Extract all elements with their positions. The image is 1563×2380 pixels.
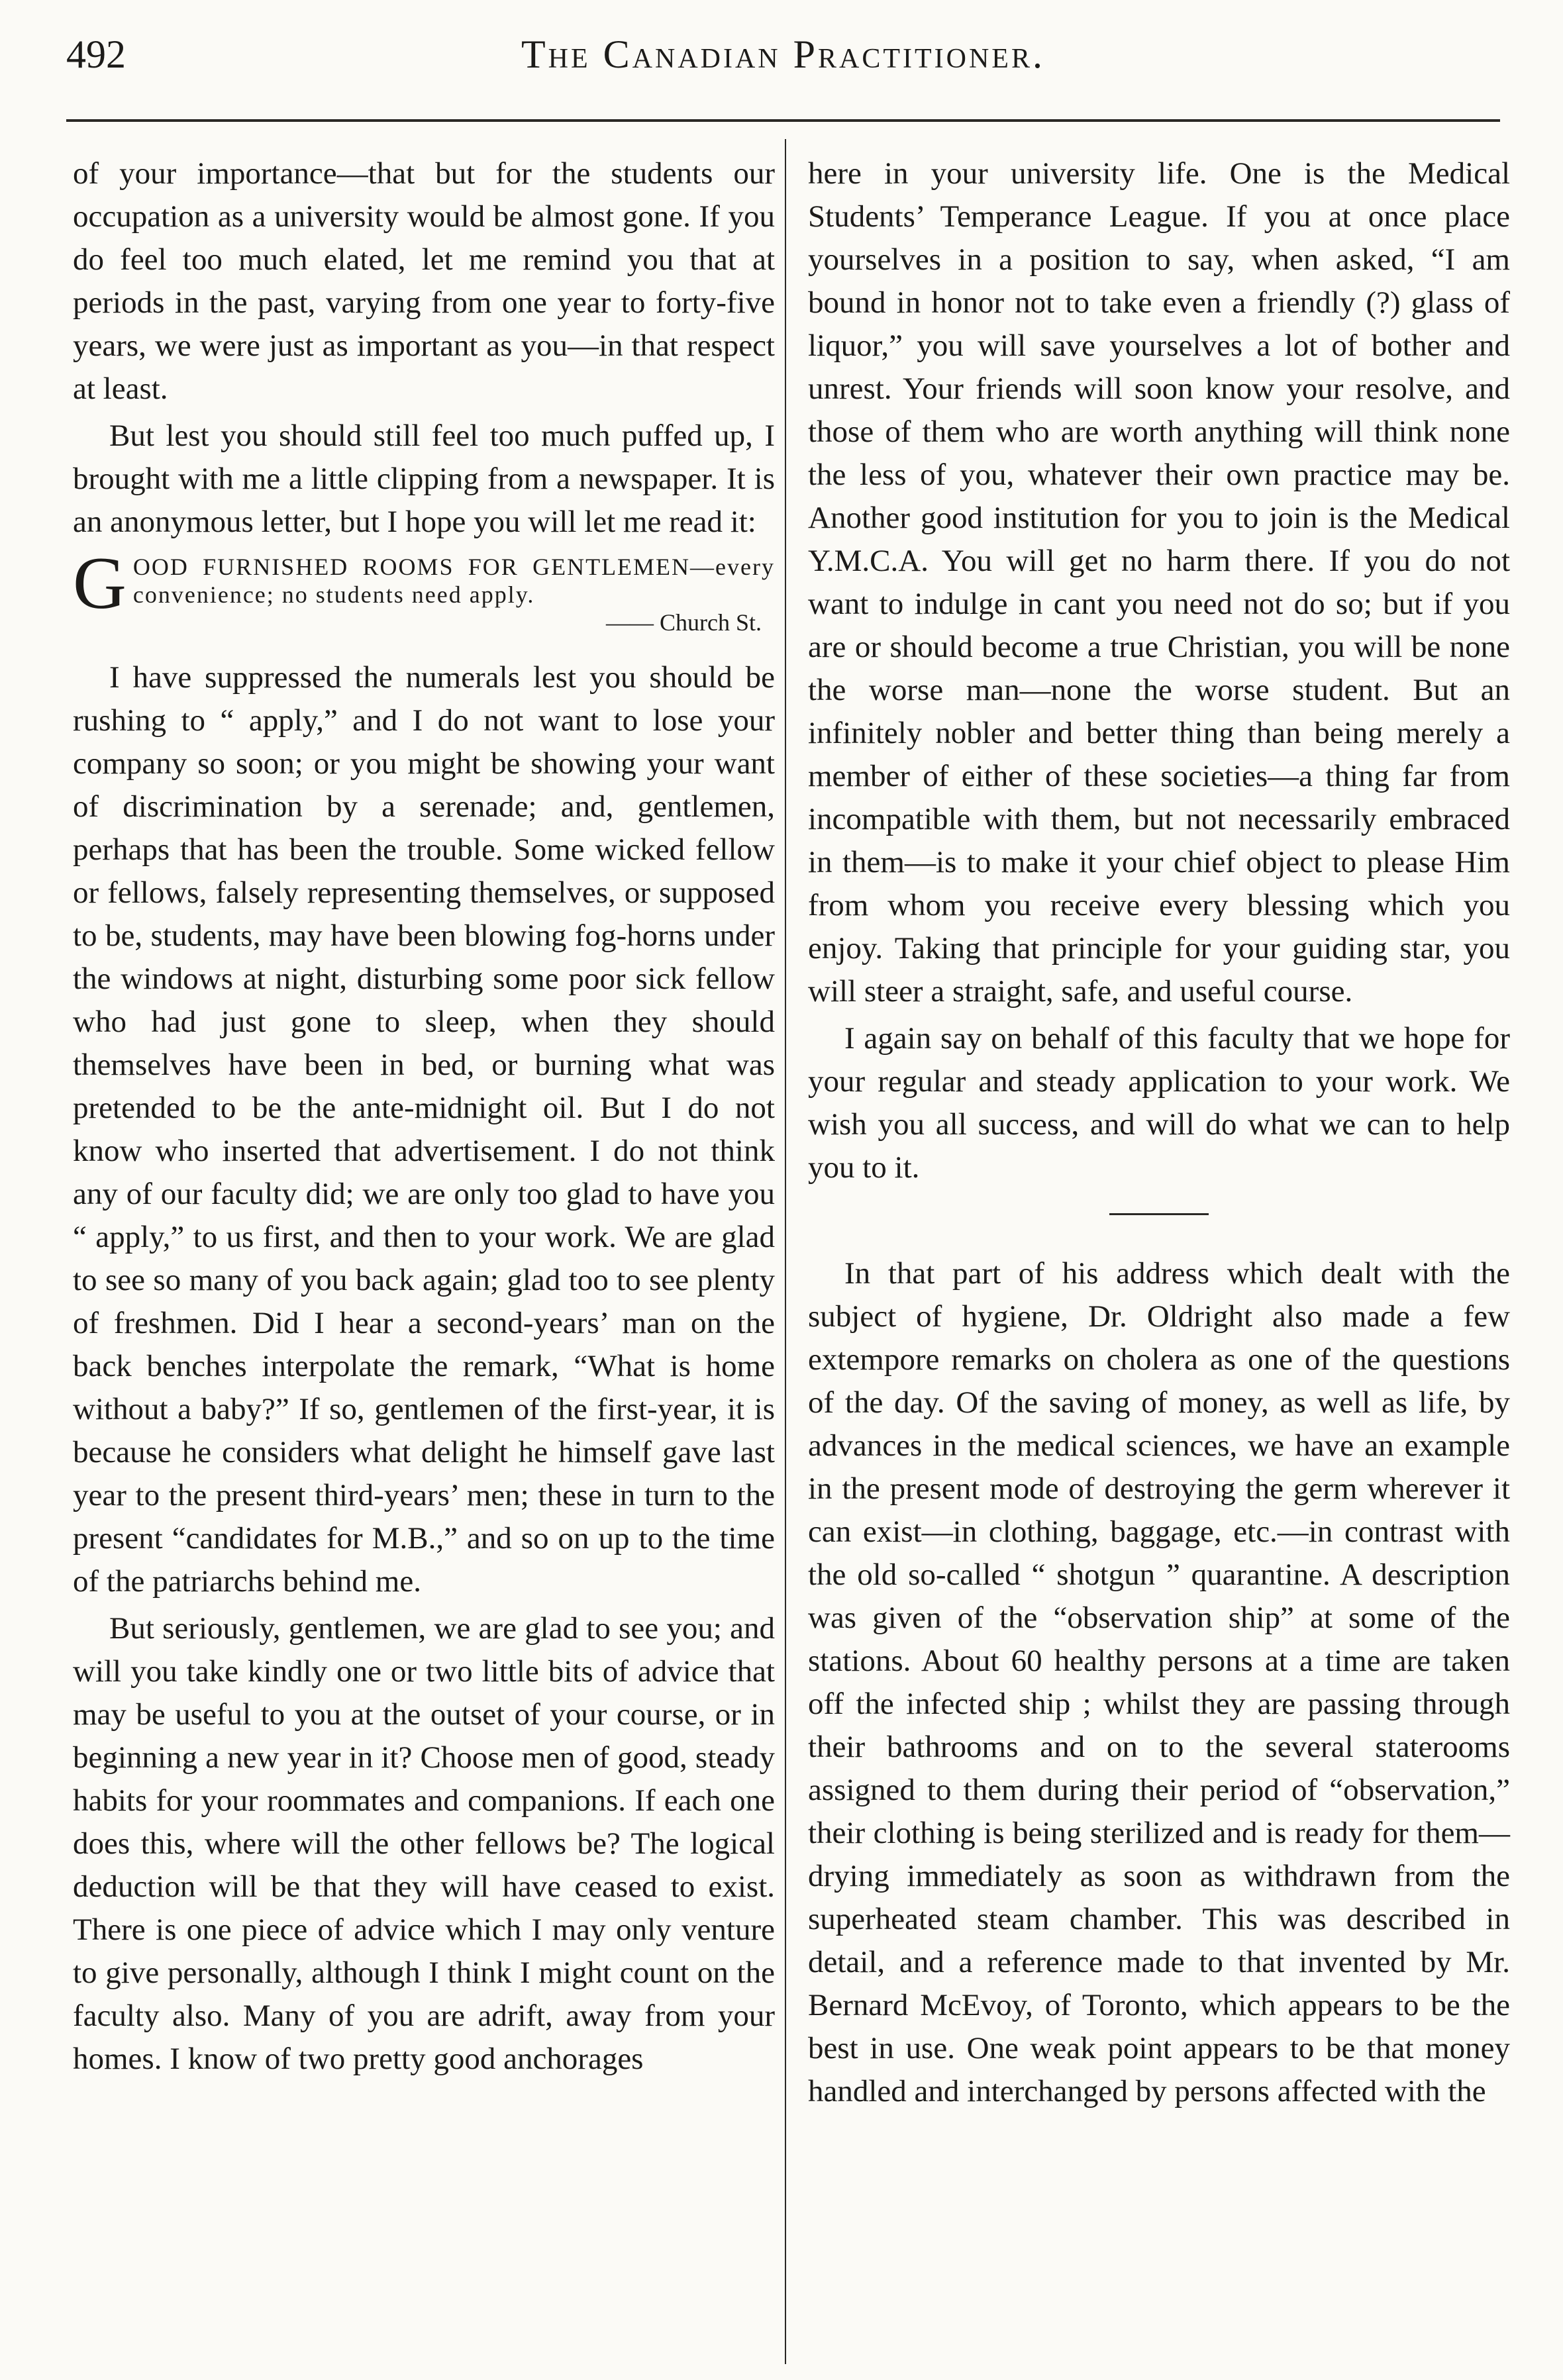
- right-column: [808, 152, 1510, 2117]
- header-rule: [66, 119, 1500, 122]
- newspaper-clipping: [73, 542, 775, 636]
- left-column: [73, 152, 775, 2085]
- clipping-signature: —— Church St.: [605, 609, 762, 636]
- paragraph: But lest you should still feel too much puffed up, I brought with me a little clipping from a newspaper. It is an anonymous letter, but I hope you will let me read it:: [73, 419, 775, 539]
- paragraph: here in your university life. One is the Medical Students’ Temperance League. If you at once place yourselves in a position to say, when asked, “I am bound in honor not to take even a friendly (?) glass of liquor,” you will save yourselves a lot of bother and unrest. Your friends will soon know your resolve, and those of them who are worth anything will think none the less of you, whatever their own practice may be. Another good institution for you to join is the Medical Y.M.C.A. You will get no harm there. If you do not want to indulge in cant you need not do so; but if you are or should become a true Christian, you will be none the worse man—none the worse student. But an infinitely nobler and better thing than being merely a member of either of these societies—a thing far from incompatible with them, but not necessarily embraced in them—is to make it your chief object to please Him from whom you receive every blessing which you enjoy. Taking that principle for your guiding star, you will steer a straight, safe, and useful course.: [808, 156, 1510, 1009]
- section-divider: [1109, 1213, 1209, 1215]
- paragraph: But seriously, gentlemen, we are glad to see you; and will you take kindly one or two little bits of advice that may be useful to you at the outset of your course, or in beginning a new year in it? Choose men of good, steady habits for your roommates and companions. If each one does this, where will the other fellows be? The logical deduction will be that they will have ceased to exist. There is one piece of advice which I may only venture to give personally, although I think I might count on the faculty also. Many of you are adrift, away from your homes. I know of two pretty good anchorages: [73, 1611, 775, 2076]
- page-header: [66, 25, 1500, 105]
- paragraph: I have suppressed the numerals lest you should be rushing to “ apply,” and I do not want to lose your company so soon; or you might be showing your want of discrimination by a serenade; and, gentlemen, perhaps that has been the trouble. Some wicked fellow or fellows, falsely representing themselves, or supposed to be, students, may have been blowing fog-horns under the windows at night, disturbing some poor sick fellow who had just gone to sleep, when they should themselves have been in bed, or burning what was pretended to be the ante-midnight oil. But I do not know who inserted that advertisement. I do not think any of our faculty did; we are only too glad to have you “ apply,” to us first, and then to your work. We are glad to see so many of you back again; glad too to see plenty of freshmen. Did I hear a second-years’ man on the back benches interpolate the remark, “What is home without a baby?” If so, gentlemen of the first-year, it is because he considers what delight he himself gave last year to the present third-years’ men; these in turn to the present “candidates for M.B.,” and so on up to the time of the patriarchs behind me.: [73, 660, 775, 1599]
- paragraph: of your importance—that but for the students our occupation as a university would be almost gone. If you do feel too much elated, let me remind you that at periods in the past, varying from one year to forty-five years, we were just as important as you—in that respect at least.: [73, 156, 775, 406]
- clipping-text: OOD FURNISHED ROOMS FOR GENTLEMEN—every convenience; no students need apply.: [132, 554, 775, 608]
- paragraph: In that part of his address which dealt with the subject of hygiene, Dr. Oldright also made a few extempore remarks on cholera as one of the questions of the day. Of the saving of money, as well as life, by advances in the medical sciences, we have an example in the present mode of destroying the germ wherever it can exist—in clothing, baggage, etc.—in contrast with the old so-called “ shotgun ” quarantine. A description was given of the “observation ship” at some of the stations. About 60 healthy persons at a time are taken off the infected ship ; whilst they are passing through their bathrooms and on to the several staterooms assigned to them during their period of “observation,” their clothing is being sterilized and is ready for them—drying immediately as soon as withdrawn from the superheated steam chamber. This was described in detail, and a reference made to that invented by Mr. Bernard McEvoy, of Toronto, which appears to be the best in use. One weak point appears to be that money handled and interchanged by persons affected with the: [808, 1256, 1510, 2108]
- clipping-initial: G: [73, 542, 126, 624]
- journal-title: The Canadian Practitioner.: [521, 32, 1045, 76]
- column-divider: [785, 139, 786, 2364]
- paragraph: I again say on behalf of this faculty that we hope for your regular and steady application to your work. We wish you all success, and will do what we can to help you to it.: [808, 1021, 1510, 1185]
- page-number: 492: [66, 32, 126, 76]
